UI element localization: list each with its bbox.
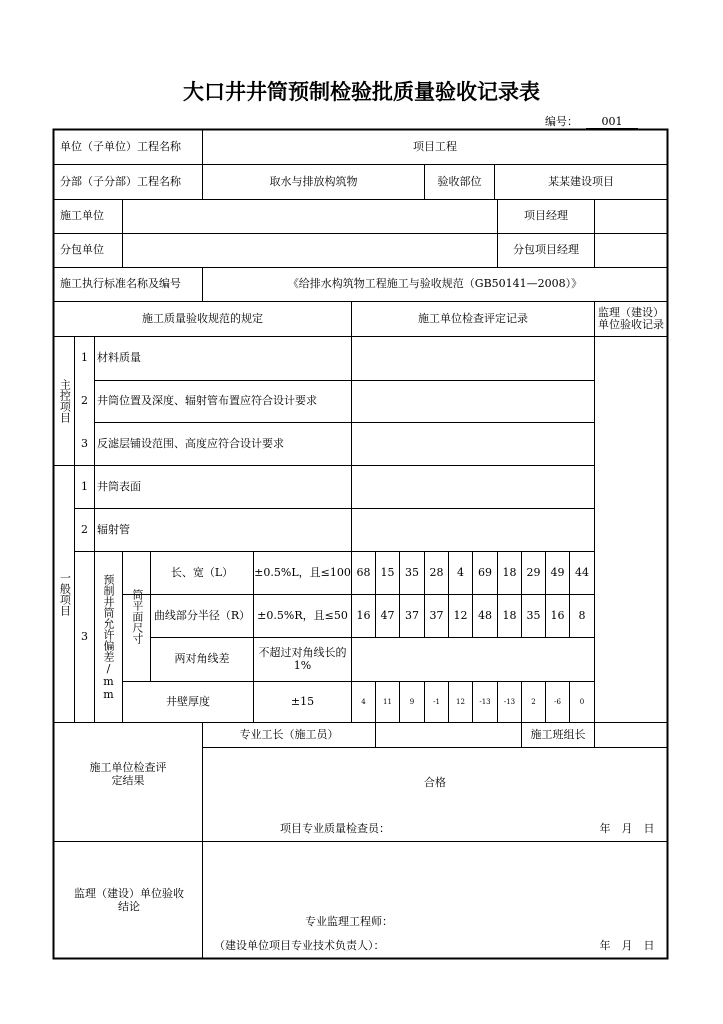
value-cell: 49 bbox=[550, 565, 565, 579]
allowance-label: 预制井筒允许偏差/mm bbox=[102, 573, 115, 701]
value-cell: -13 bbox=[503, 697, 516, 706]
team-leader-label: 施工班组长 bbox=[530, 727, 586, 741]
value-cell: 12 bbox=[456, 697, 465, 706]
plane-size-label: 筒平面尺寸 bbox=[130, 589, 144, 644]
owner-label: （建设单位项目专业技术负责人）： bbox=[214, 938, 385, 952]
value-cell: 4 bbox=[457, 565, 464, 579]
foreman-label: 专业工长（施工员） bbox=[239, 727, 339, 741]
value-cell: -13 bbox=[479, 697, 491, 706]
supervision-conclusion-label: 监理（建设）单位验收结论 bbox=[74, 887, 184, 913]
value-cell: 68 bbox=[356, 565, 371, 579]
row-tolerance: ±0.5%L，且≤100 bbox=[254, 565, 351, 579]
sub-project-value: 取水与排放构筑物 bbox=[269, 174, 358, 188]
value-cell: 12 bbox=[453, 608, 468, 622]
standard-label: 施工执行标准名称及编号 bbox=[60, 277, 181, 291]
engineer-label: 专业监理工程师： bbox=[305, 914, 393, 928]
main-item-no: 1 bbox=[81, 351, 88, 365]
value-cell: 18 bbox=[502, 608, 517, 622]
value-cell: 15 bbox=[380, 565, 395, 579]
row-tolerance: 不超过对角线长的1% bbox=[258, 645, 347, 672]
serial-value: 001 bbox=[586, 115, 638, 129]
row-tolerance: ±15 bbox=[290, 694, 315, 708]
value-cell: 35 bbox=[405, 565, 419, 579]
row-name: 井壁厚度 bbox=[166, 694, 210, 708]
supervision-header-line1: 监理（建设） bbox=[598, 306, 664, 320]
value-cell: 37 bbox=[429, 608, 444, 622]
value-cell: 35 bbox=[526, 608, 541, 622]
value-cell: 2 bbox=[531, 697, 536, 706]
unit-project-value: 项目工程 bbox=[413, 139, 457, 153]
value-cell: -6 bbox=[554, 697, 561, 706]
value-cell: 28 bbox=[429, 565, 444, 579]
general-items-label: 一般项目 bbox=[58, 572, 72, 616]
main-item-text: 反滤层铺设范围、高度应符合设计要求 bbox=[97, 436, 284, 450]
general-item-no: 3 bbox=[81, 629, 88, 643]
date-label: 年 月 日 bbox=[599, 821, 655, 835]
value-cell: -1 bbox=[433, 697, 440, 706]
value-cell: 9 bbox=[409, 697, 415, 706]
construction-unit-label: 施工单位 bbox=[60, 209, 104, 223]
general-item-no: 1 bbox=[81, 479, 88, 493]
main-item-text: 井筒位置及深度、辐射管布置应符合设计要求 bbox=[97, 394, 317, 408]
subcontract-unit-label: 分包单位 bbox=[60, 243, 104, 257]
value-cell: 11 bbox=[383, 697, 392, 706]
main-item-no: 3 bbox=[81, 436, 88, 450]
supervision-column-header bbox=[595, 302, 667, 336]
general-item-text: 井筒表面 bbox=[97, 479, 141, 493]
row-name: 长、宽（L） bbox=[170, 565, 234, 579]
record-column-header: 施工单位检查评定记录 bbox=[418, 311, 528, 325]
inspector-label: 项目专业质量检查员： bbox=[280, 821, 390, 835]
main-item-no: 2 bbox=[81, 394, 88, 408]
value-cell: 16 bbox=[550, 608, 565, 622]
general-item-text: 辐射管 bbox=[97, 522, 130, 536]
main-control-label: 主控项目 bbox=[58, 379, 72, 423]
acceptance-part-label: 验收部位 bbox=[437, 174, 482, 188]
value-cell: 29 bbox=[526, 565, 541, 579]
value-cell: 16 bbox=[356, 608, 371, 622]
subcontract-manager-label: 分包项目经理 bbox=[513, 243, 579, 257]
sub-project-label: 分部（子分部）工程名称 bbox=[60, 174, 181, 188]
date-label-2: 年 月 日 bbox=[599, 938, 655, 952]
project-manager-label: 项目经理 bbox=[524, 209, 568, 223]
acceptance-part-value: 某某建设项目 bbox=[548, 174, 614, 188]
serial-label: 编号： bbox=[545, 115, 578, 128]
value-cell: 0 bbox=[579, 697, 585, 706]
value-cell: 47 bbox=[380, 608, 395, 622]
value-cell: 4 bbox=[361, 697, 366, 706]
value-cell: 8 bbox=[578, 608, 586, 622]
main-item-text: 材料质量 bbox=[97, 351, 141, 365]
value-cell: 44 bbox=[575, 565, 589, 579]
value-cell: 18 bbox=[502, 565, 517, 579]
row-tolerance: ±0.5%R，且≤50 bbox=[257, 608, 348, 622]
row-name: 两对角线差 bbox=[174, 652, 230, 666]
spec-column-header: 施工质量验收规范的规定 bbox=[142, 311, 263, 325]
value-cell: 48 bbox=[478, 608, 492, 622]
page-title: 大口井井筒预制检验批质量验收记录表 bbox=[183, 80, 540, 104]
result-value: 合格 bbox=[424, 775, 446, 789]
supervision-header-line2: 单位验收记录 bbox=[598, 318, 664, 331]
general-item-no: 2 bbox=[81, 522, 88, 536]
value-cell: 37 bbox=[405, 608, 419, 622]
check-result-label: 施工单位检查评定结果 bbox=[89, 761, 167, 787]
row-name: 曲线部分半径（R） bbox=[153, 608, 251, 622]
unit-project-label: 单位（子单位）工程名称 bbox=[60, 139, 181, 153]
standard-value: 《给排水构筑物工程施工与验收规范（GB50141—2008）》 bbox=[287, 277, 583, 291]
value-cell: 69 bbox=[478, 565, 492, 579]
